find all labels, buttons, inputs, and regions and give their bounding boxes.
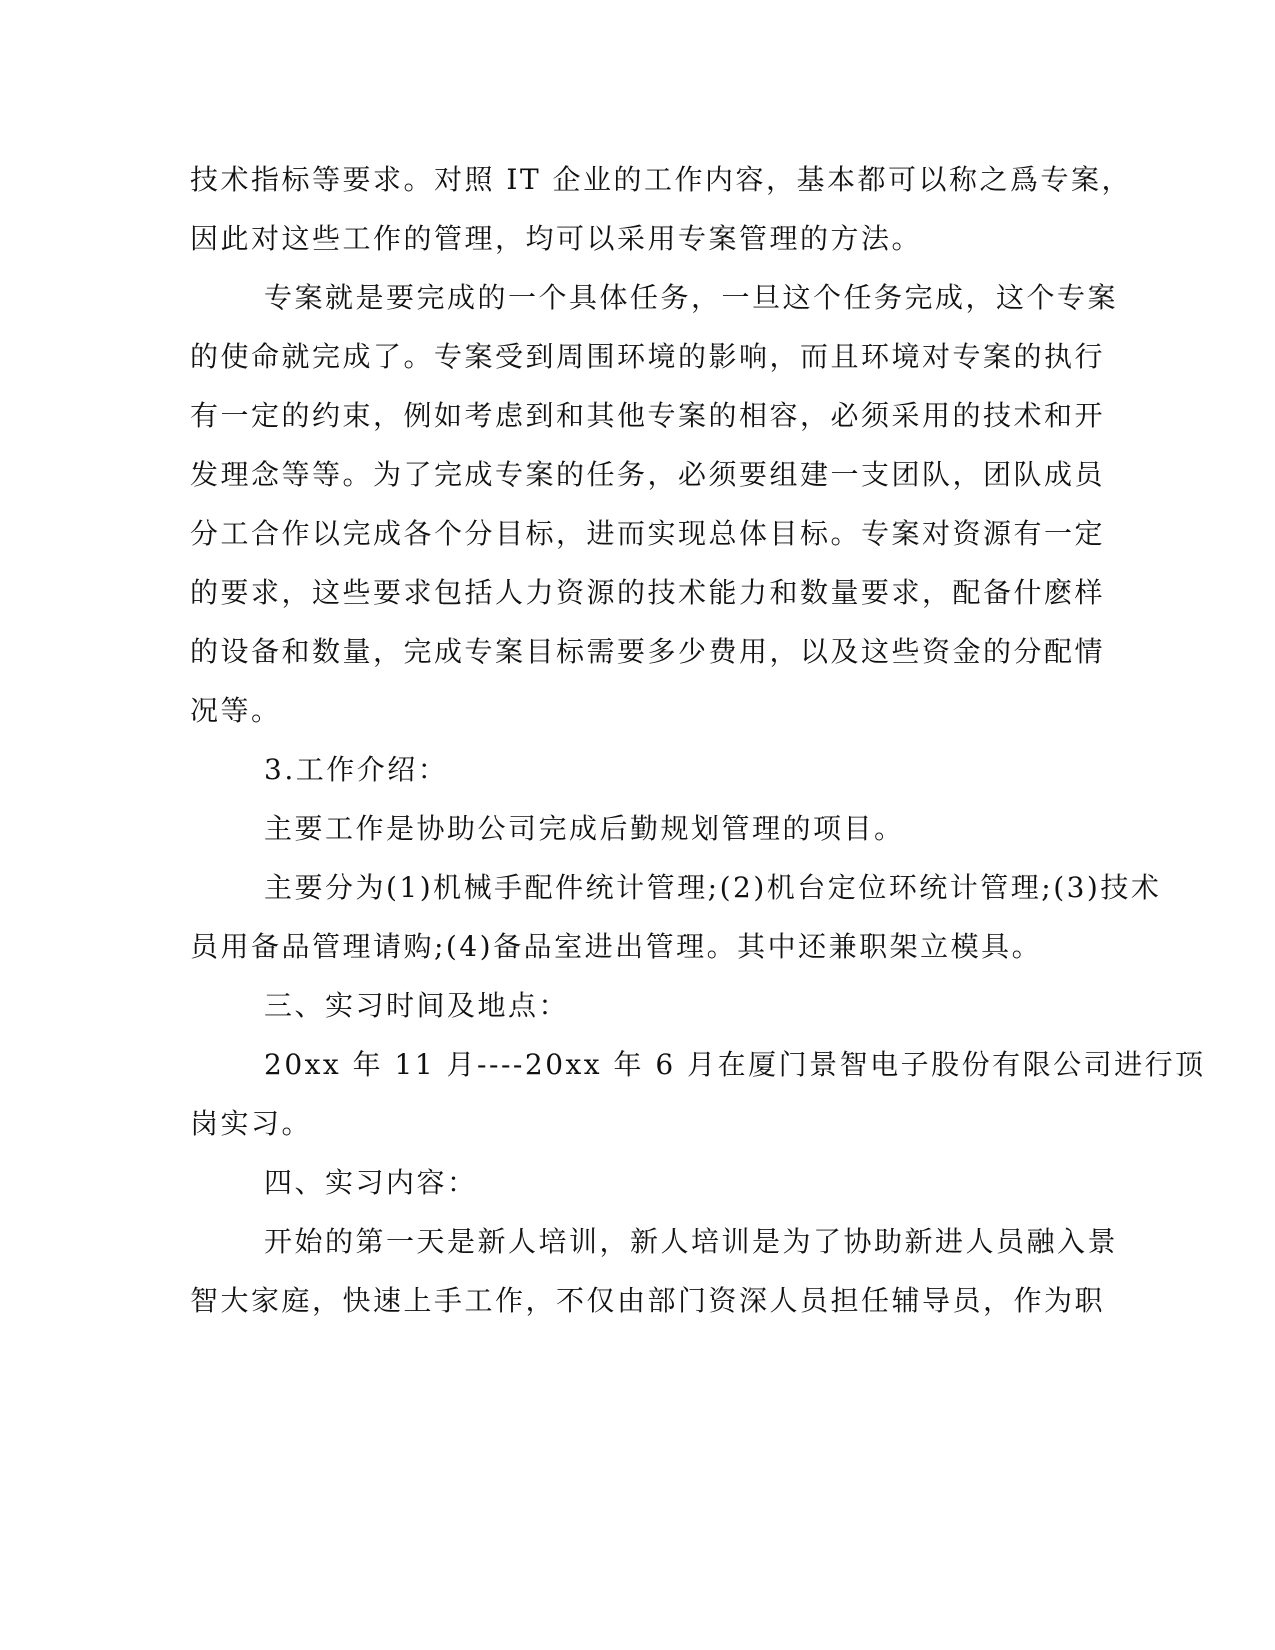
paragraph-start: 20xx 年 11 月----20xx 年 6 月在厦门景智电子股份有限公司进行顶 [264,1048,1206,1081]
paragraph-start: 专案就是要完成的一个具体任务，一旦这个任务完成，这个专案 [264,281,1119,314]
text-line: 智大家庭，快速上手工作，不仅由部门资深人员担任辅导员，作为职 [190,1284,1106,1317]
paragraph-start: 主要分为(1)机械手配件统计管理;(2)机台定位环统计管理;(3)技术 [264,871,1162,904]
paragraph-start: 主要工作是协助公司完成后勤规划管理的项目。 [264,812,905,845]
section-heading: 三、实习时间及地点： [264,989,570,1022]
text-line: 况等。 [190,694,282,727]
section-heading: 四、实习内容： [264,1166,478,1199]
text-line: 有一定的约束，例如考虑到和其他专案的相容，必须采用的技术和开 [190,399,1106,432]
text-line: 的使命就完成了。专案受到周围环境的影响，而且环境对专案的执行 [190,340,1106,373]
section-heading: 3.工作介绍： [264,753,449,786]
text-line: 技术指标等要求。对照 IT 企业的工作内容，基本都可以称之爲专案， [190,163,1133,196]
text-line: 的设备和数量，完成专案目标需要多少费用，以及这些资金的分配情 [190,635,1106,668]
paragraph-start: 开始的第一天是新人培训，新人培训是为了协助新进人员融入景 [264,1225,1119,1258]
text-line: 员用备品管理请购;(4)备品室进出管理。其中还兼职架立模具。 [190,930,1043,963]
text-line: 发理念等等。为了完成专案的任务，必须要组建一支团队，团队成员 [190,458,1106,491]
text-line: 岗实习。 [190,1107,313,1140]
text-line: 分工合作以完成各个分目标，进而实现总体目标。专案对资源有一定 [190,517,1106,550]
text-line: 因此对这些工作的管理，均可以采用专案管理的方法。 [190,222,923,255]
text-line: 的要求，这些要求包括人力资源的技术能力和数量要求，配备什麽样 [190,576,1106,609]
